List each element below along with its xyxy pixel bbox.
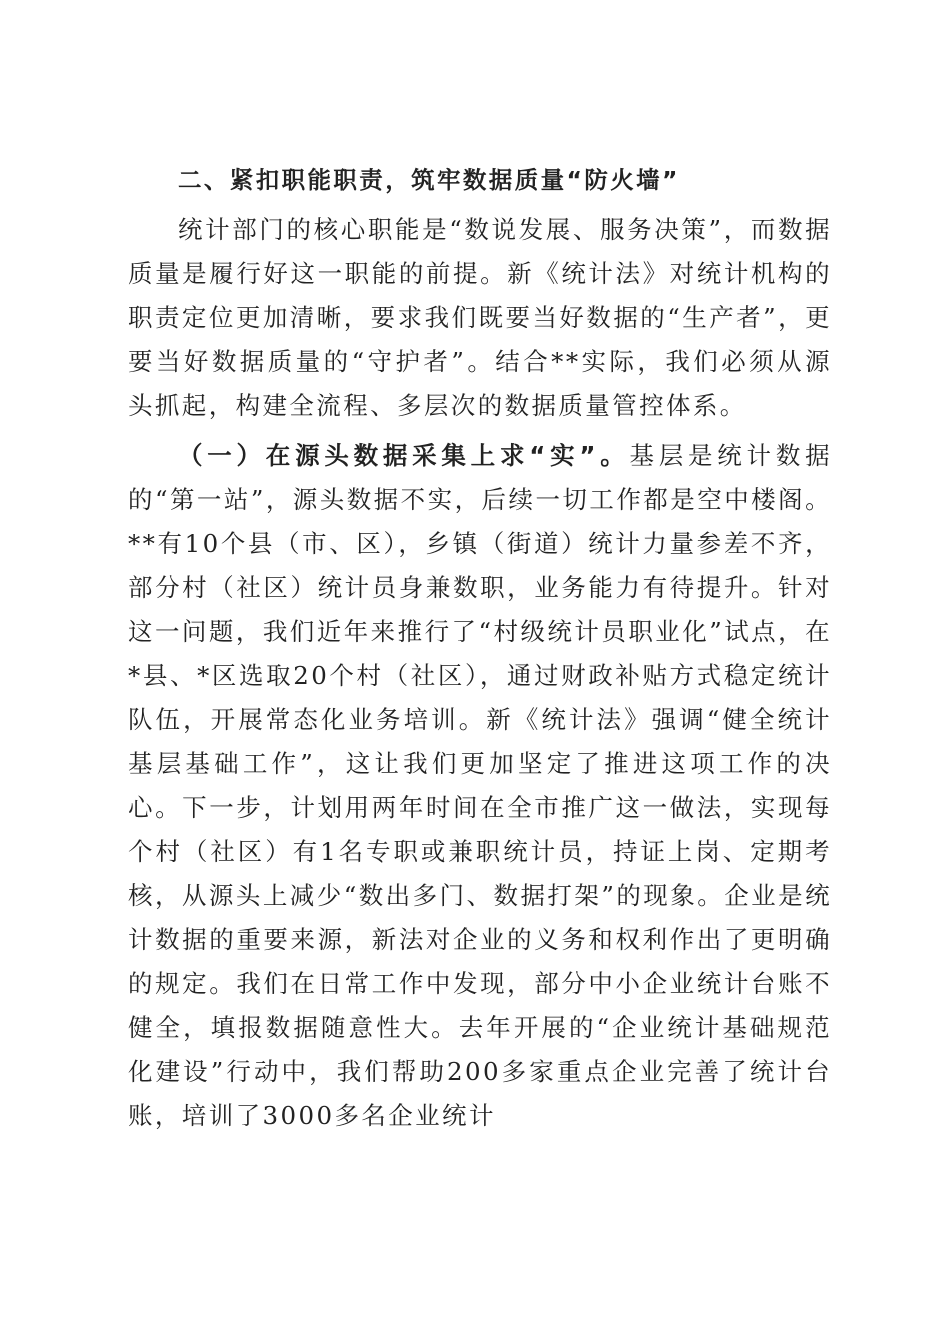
paragraph-text: 统计部门的核心职能是“数说发展、服务决策”，而数据质量是履行好这一职能的前提。新《统计法》对统计机构的职责定位更加清晰，要求我们既要当好数据的“生产者”，更要当好数据质量的“守护者”。结合**实际，我们必须从源头抓起，构建全流程、多层次的数据质量管控体系。 — [128, 215, 832, 420]
section-heading: 二、紧扣职能职责，筑牢数据质量“防火墙” — [178, 166, 680, 194]
paragraph — [128, 208, 832, 428]
paragraph-text: 基层是统计数据的“第一站”，源头数据不实，后续一切工作都是空中楼阁。**有10个县（市、区），乡镇（街道）统计力量参差不齐，部分村（社区）统计员身兼数职，业务能力有待提升。针对这一问题，我们近年来推行了“村级统计员职业化”试点，在*县、*区选取20个村（社区），通过财政补贴方式稳定统计队伍，开展常态化业务培训。新《统计法》强调“健全统计基层基础工作”，这让我们更加坚定了推进这项工作的决心。下一步，计划用两年时间在全市推广这一做法，实现每个村（社区）有1名专职或兼职统计员，持证上岗、定期考核，从源头上减少“数出多门、数据打架”的现象。企业是统计数据的重要来源，新法对企业的义务和权利作出了更明确的规定。我们在日常工作中发现，部分中小企业统计台账不健全，填报数据随意性大。去年开展的“企业统计基础规范化建设”行动中，我们帮助200多家重点企业完善了统计台账，培训了3000多名企业统计 — [128, 441, 832, 1130]
document-body — [128, 158, 832, 1138]
subsection-lead: （一）在源头数据采集上求“实”。 — [178, 441, 630, 470]
paragraph — [128, 434, 832, 1138]
